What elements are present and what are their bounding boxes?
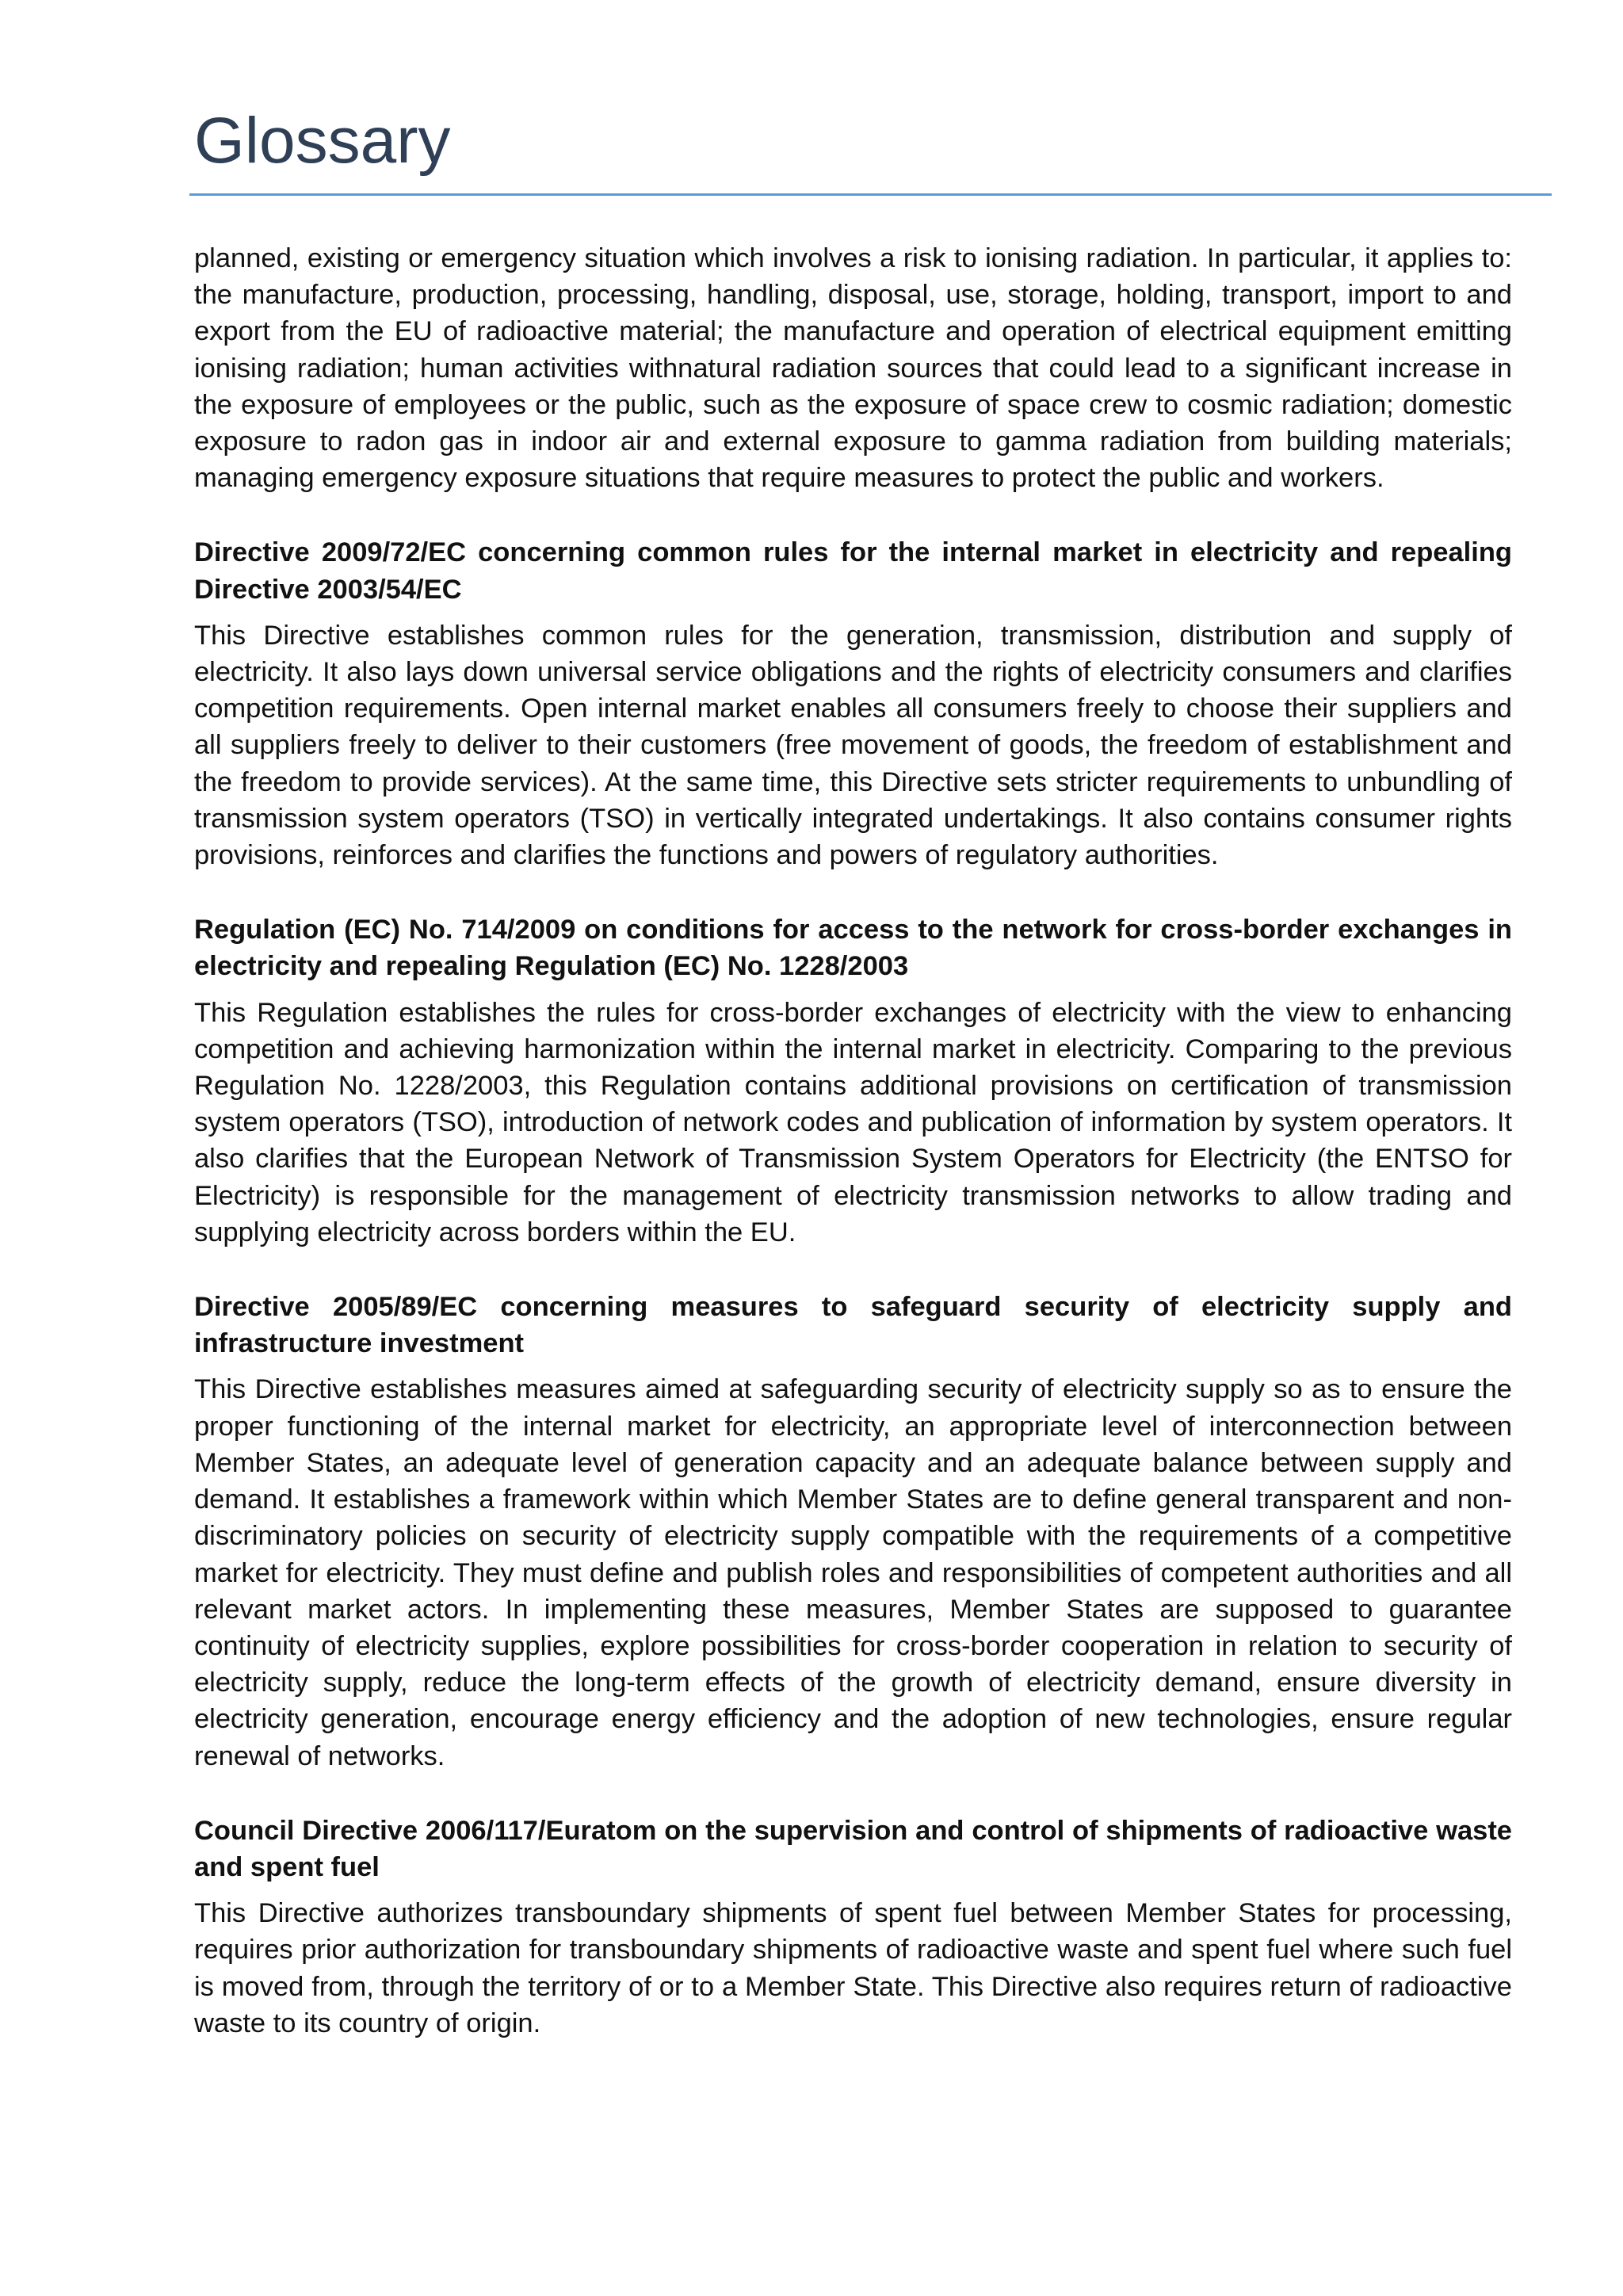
entry-heading: Directive 2005/89/EC concerning measures to safeguard security of electricity supply and infrastructure investment [194,1292,1512,1359]
page-title: Glossary [194,105,451,177]
entry-heading: Regulation (EC) No. 714/2009 on conditions for access to the network for cross-border exchanges in electricity and repealing Regulation (EC) No. 1228/2003 [194,915,1512,982]
entry-heading: Council Directive 2006/117/Euratom on the supervision and control of shipments of radioactive waste and spent fuel [194,1815,1512,1882]
entry-body: This Directive establishes common rules for the generation, transmission, distribution and supply of electricity. It also lays down universal service obligations and the rights of electricity consumers and clarifies competition requirements. Open internal market enables all consumers freely to choose their suppliers and all suppliers freely to deliver to their customers (free movement of goods, the freedom of establishment and the freedom to provide services). At the same time, this Directive sets stricter requirements to unbundling of transmission system operators (TSO) in vertically integrated undertakings. It also contains consumer rights provisions, reinforces and clarifies the functions and powers of regulatory authorities. [194,620,1512,871]
glossary-entry-directive-2005-89 [194,1289,1512,1775]
entry-heading: Directive 2009/72/EC concerning common rules for the internal market in electricity and repealing Directive 2003/54/EC [194,537,1512,605]
glossary-entry-directive-2009-72 [194,534,1512,873]
intro-paragraph: planned, existing or emergency situation which involves a risk to ionising radiation. In particular, it applies to: the manufacture, production, processing, handling, disposal, use, storage, holding, transport, import to and export from the EU of radioactive material; the manufacture and operation of electrical equipment emitting ionising radiation; human activities withnatural radiation sources that could lead to a significant increase in the exposure of employees or the public, such as the exposure of space crew to cosmic radiation; domestic exposure to radon gas in indoor air and external exposure to gamma radiation from building materials; managing emergency exposure situations that require measures to protect the public and workers. [194,243,1512,494]
glossary-entry-regulation-714-2009 [194,911,1512,1251]
glossary-content [194,240,1512,2042]
entry-body: This Directive authorizes transboundary shipments of spent fuel between Member States for processing, requires prior authorization for transboundary shipments of radioactive waste and spent fuel where such fuel is moved from, through the territory of or to a Member State. This Directive also requires return of radioactive waste to its country of origin. [194,1898,1512,2038]
entry-body: This Regulation establishes the rules for cross-border exchanges of electricity with the view to enhancing competition and achieving harmonization within the internal market in electricity. Comparing to the previous Regulation No. 1228/2003, this Regulation contains additional provisions on certification of transmission system operators (TSO), introduction of network codes and publication of information by system operators. It also clarifies that the European Network of Transmission System Operators for Electricity (the ENTSO for Electricity) is responsible for the management of electricity transmission networks to allow trading and supplying electricity across borders within the EU. [194,997,1512,1247]
title-divider [189,193,1552,196]
entry-body: This Directive establishes measures aimed at safeguarding security of electricity supply so as to ensure the proper functioning of the internal market for electricity, an appropriate level of interconnection between Member States, an adequate level of generation capacity and an adequate balance between supply and demand. It establishes a framework within which Member States are to define general transparent and non-discriminatory policies on security of electricity supply compatible with the requirements of a competitive market for electricity. They must define and publish roles and responsibilities of competent authorities and all relevant market actors. In implementing these measures, Member States are supposed to guarantee continuity of electricity supplies, explore possibilities for cross-border cooperation in relation to security of electricity supply, reduce the long-term effects of the growth of electricity demand, ensure diversity in electricity generation, encourage energy efficiency and the adoption of new technologies, ensure regular renewal of networks. [194,1374,1512,1771]
glossary-entry-directive-2006-117 [194,1813,1512,2042]
